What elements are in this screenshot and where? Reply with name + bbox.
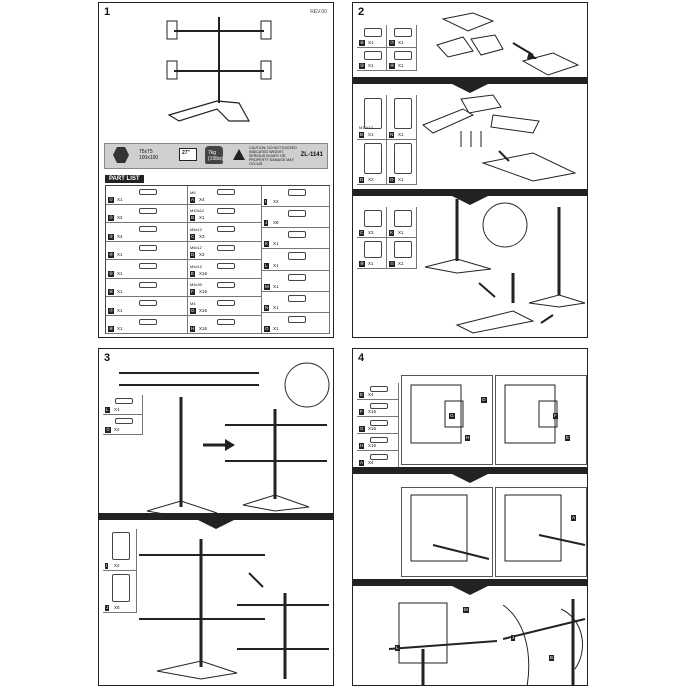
part-tag: N (390, 132, 394, 137)
callout-label: L (396, 645, 399, 650)
part-size: M4x30 (190, 282, 203, 287)
part-quantity: X1 (117, 307, 123, 313)
step-number: 4 (358, 352, 365, 364)
part-cell (262, 313, 330, 334)
callout-label: G (450, 413, 454, 418)
part-quantity: X1 (117, 289, 123, 294)
part-tag: D (191, 252, 195, 257)
weight-limit: 7kg (15lbs) (208, 150, 224, 162)
part-quantity: X1 (199, 215, 205, 220)
part-tag: E (360, 392, 364, 397)
part-size: M6 (190, 189, 196, 195)
part-quantity: X1 (117, 326, 123, 331)
part-cell (188, 205, 262, 224)
part-cell (188, 260, 262, 279)
part-tag: G (360, 426, 364, 431)
part-quantity: X1 (368, 63, 374, 68)
part-tag: O (265, 325, 269, 331)
part-quantity: X1 (398, 132, 404, 137)
part-quantity: X2 (114, 427, 120, 432)
part-quantity: X1 (114, 407, 120, 412)
part-icon (217, 319, 235, 325)
part-tag: F (191, 289, 194, 294)
model-number: ZL-1141 (300, 152, 323, 158)
part-tag: ② (106, 427, 111, 432)
part-quantity: X1 (117, 196, 123, 202)
part-quantity: X1 (368, 132, 374, 137)
part-size: M6x12 (190, 245, 203, 250)
part-quantity: X1 (273, 325, 279, 331)
part-tag: F (360, 409, 363, 414)
part-icon (288, 295, 306, 302)
screen-size: 27" (182, 150, 190, 156)
part-quantity: X3 (199, 252, 205, 257)
part-tag: ① (390, 261, 395, 266)
panel-step-4 (352, 348, 588, 686)
callout-label: J (512, 635, 515, 640)
part-icon (217, 300, 235, 306)
part-cell (188, 186, 262, 205)
part-size: M10x12 (359, 125, 374, 130)
caution-text: CAUTION: DO NOT EXCEED INDICATED WEIGHT. SERIOUS INJURY OR PROPERTY DAMAGE MAY OCCUR. (249, 146, 297, 166)
part-icon (217, 226, 235, 232)
part-tag: ③ (109, 233, 114, 239)
part-tag: E (191, 270, 195, 276)
part-tag: I (106, 563, 108, 568)
part-tag: ⑧ (360, 261, 365, 266)
cable-management-illustration (353, 349, 588, 686)
part-cell (106, 186, 188, 205)
part-list-title: PART LIST (105, 175, 144, 183)
hex-nut-icon (113, 147, 129, 163)
part-quantity: X16 (368, 409, 377, 414)
part-quantity: X2 (368, 177, 374, 182)
callout-label: M (464, 607, 468, 612)
part-icon (217, 245, 235, 251)
part-tag: C (360, 230, 364, 235)
part-icon (288, 231, 306, 238)
part-quantity: X8 (273, 220, 279, 226)
part-cell (262, 292, 330, 313)
part-tag: ⑦ (390, 40, 395, 45)
part-cell (106, 316, 188, 335)
arm-clips-illustration (99, 349, 334, 686)
part-quantity: X1 (398, 177, 404, 182)
part-tag: C (191, 233, 195, 239)
part-tag: B (191, 215, 195, 220)
part-tag: ⑦ (109, 307, 114, 313)
part-tag: ⑧ (109, 326, 114, 331)
part-tag: D (360, 177, 364, 182)
part-tag: ④ (390, 63, 395, 68)
part-cell (262, 271, 330, 292)
spec-bar (104, 143, 328, 169)
part-quantity: X16 (368, 443, 377, 448)
part-icon (288, 252, 306, 259)
part-icon (139, 282, 157, 288)
step-number: 1 (104, 6, 111, 18)
part-cell (106, 297, 188, 316)
part-quantity: X16 (199, 270, 208, 276)
part-quantity: X4 (368, 392, 374, 397)
part-size: M4 (190, 300, 196, 306)
part-icon (139, 189, 157, 195)
part-quantity: X1 (273, 283, 279, 289)
part-tag: ⑤ (109, 270, 114, 276)
part-quantity: X1 (273, 304, 279, 310)
part-tag: J (106, 605, 109, 610)
part-tag: ② (109, 215, 114, 220)
part-cell (262, 249, 330, 270)
part-icon (139, 300, 157, 306)
part-cell (188, 316, 262, 335)
part-tag: I (265, 199, 267, 205)
part-size: M4x12 (190, 263, 203, 269)
part-quantity: X4 (117, 233, 123, 239)
callout-label: H (466, 435, 470, 440)
part-tag: ⑤ (360, 63, 365, 68)
part-tag: H (360, 443, 364, 448)
part-icon (217, 208, 235, 214)
part-quantity: X8 (114, 605, 120, 610)
part-tag: O (390, 177, 394, 182)
part-quantity: X1 (273, 241, 279, 247)
part-quantity: X2 (114, 563, 120, 568)
part-quantity: X16 (199, 289, 208, 294)
part-quantity: X2 (117, 215, 123, 220)
part-quantity: X3 (368, 230, 374, 235)
part-icon (139, 208, 157, 214)
callout-label: A (572, 515, 576, 520)
part-tag: ④ (109, 252, 114, 257)
assembled-stand-illustration (99, 3, 334, 143)
part-cell (262, 228, 330, 249)
part-quantity: X3 (199, 233, 205, 239)
part-quantity: X1 (398, 261, 404, 266)
part-cell (106, 242, 188, 261)
step-number: 3 (104, 352, 111, 364)
part-tag: L (265, 262, 268, 268)
part-tag: L (106, 407, 109, 412)
part-icon (288, 210, 306, 217)
part-tag: ⑥ (360, 40, 365, 45)
part-quantity: X1 (368, 261, 374, 266)
pole-assembly-illustration (353, 3, 588, 338)
part-tag: N (265, 304, 269, 310)
part-quantity: X1 (117, 270, 123, 276)
part-cell (188, 297, 262, 316)
panel-step-1 (98, 2, 334, 338)
part-list-grid (105, 185, 330, 334)
callout-label: E (566, 435, 570, 440)
part-icon (139, 319, 157, 325)
part-quantity: X1 (398, 230, 404, 235)
part-tag: H (191, 326, 195, 331)
part-tag: ⑥ (109, 289, 114, 294)
part-tag: B (360, 132, 364, 137)
part-cell (262, 186, 330, 207)
part-cell (106, 223, 188, 242)
part-tag: G (191, 307, 195, 313)
part-tag: A (360, 460, 364, 465)
part-icon (217, 282, 235, 288)
part-cell (106, 205, 188, 224)
part-cell (188, 242, 262, 261)
part-quantity: X1 (117, 252, 123, 257)
part-size: M5x12 (190, 226, 203, 232)
part-icon (139, 226, 157, 232)
callout-label: B (550, 655, 554, 660)
part-quantity: X16 (199, 326, 208, 331)
part-icon (139, 245, 157, 251)
part-icon (139, 263, 157, 269)
part-quantity: X1 (273, 262, 279, 268)
part-quantity: X1 (398, 63, 404, 68)
part-tag: A (191, 196, 195, 202)
step-number: 2 (358, 6, 365, 18)
part-icon (217, 189, 235, 195)
part-quantity: X16 (368, 426, 377, 431)
part-cell (188, 223, 262, 242)
callout-label: F (554, 413, 557, 418)
part-icon (288, 316, 306, 323)
part-quantity: X4 (199, 196, 205, 202)
part-tag: ① (109, 196, 114, 202)
part-tag: K (390, 230, 394, 235)
part-cell (262, 207, 330, 228)
part-quantity: X16 (199, 307, 208, 313)
part-cell (106, 279, 188, 298)
part-cell (188, 279, 262, 298)
part-cell (106, 260, 188, 279)
part-quantity: X1 (368, 40, 374, 45)
revision-label: REV.00 (310, 9, 327, 15)
part-icon (288, 274, 306, 281)
warning-icon (233, 149, 245, 160)
part-icon (217, 263, 235, 269)
part-tag: M (265, 283, 269, 289)
vesa-size: 75x75 100x100 (139, 149, 159, 161)
part-icon (288, 189, 306, 196)
callout-label: O (482, 397, 486, 402)
panel-step-2 (352, 2, 588, 338)
panel-step-3 (98, 348, 334, 686)
part-tag: J (265, 220, 268, 226)
part-quantity: X1 (398, 40, 404, 45)
part-quantity: X4 (368, 460, 374, 465)
part-quantity: X2 (273, 199, 279, 205)
part-tag: K (265, 241, 269, 247)
part-size: M10x12 (190, 208, 205, 213)
